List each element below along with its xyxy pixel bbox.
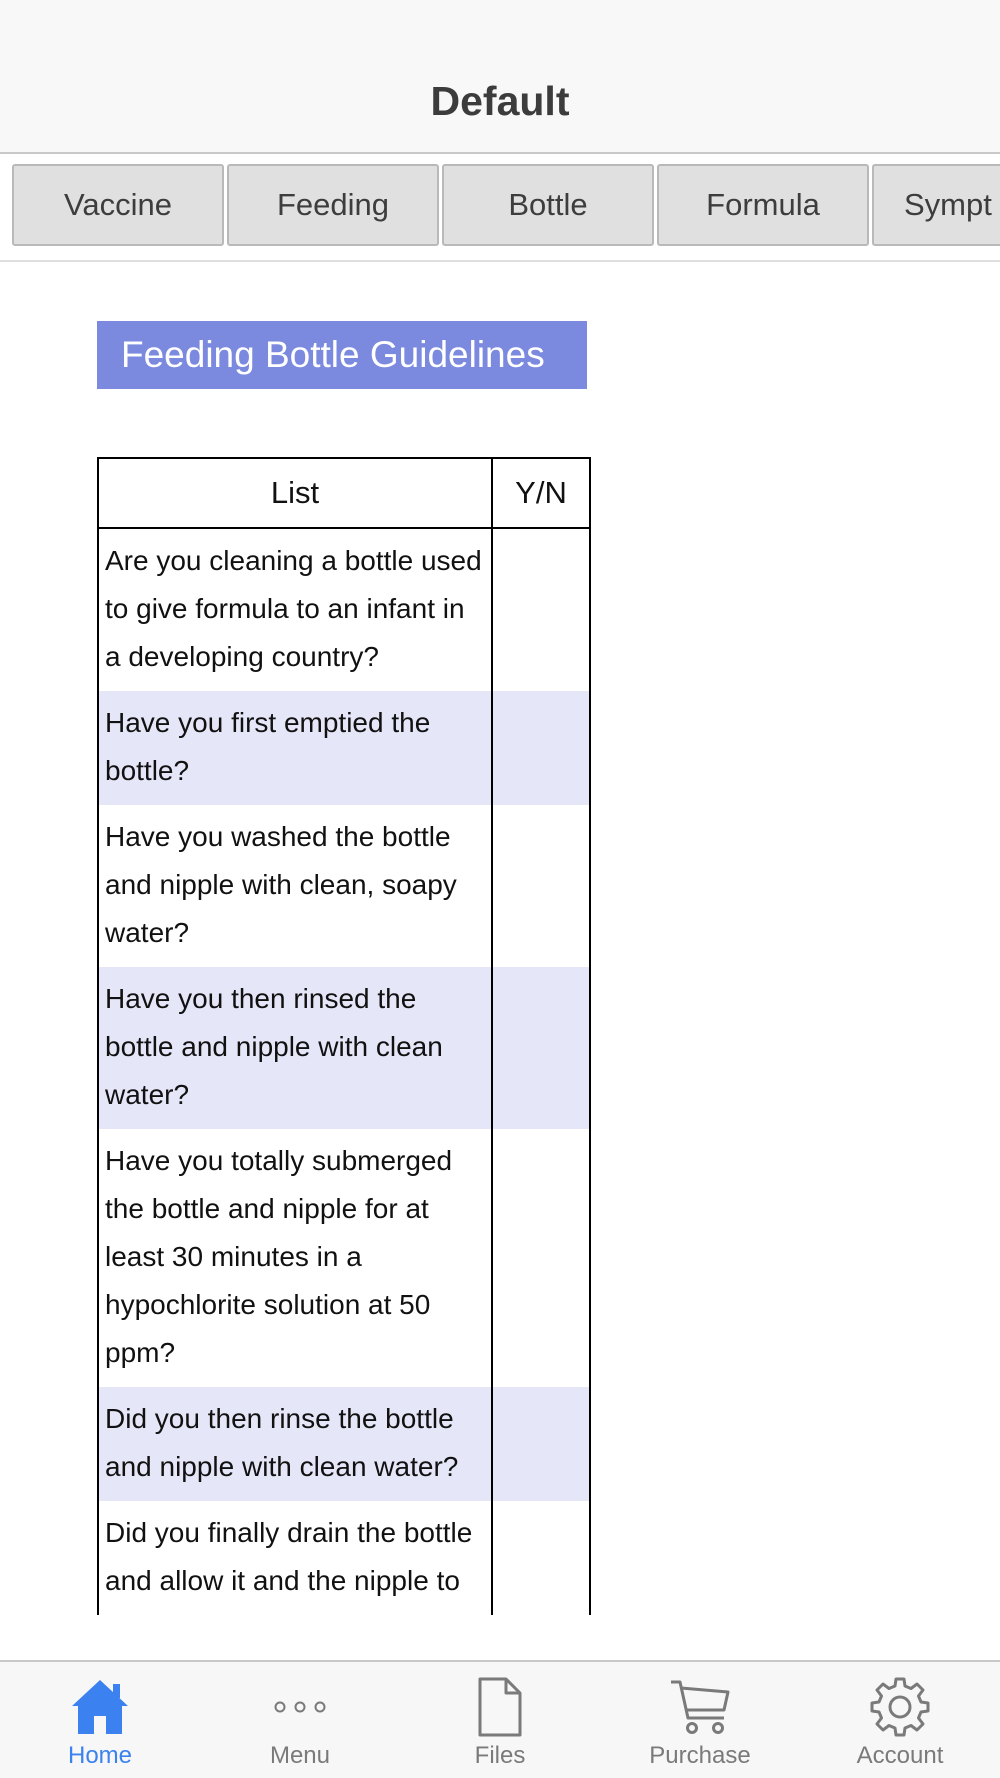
- table-header-row: [98, 458, 590, 528]
- tab-symptoms[interactable]: Sympt: [872, 164, 1000, 246]
- table-row: [98, 1501, 590, 1615]
- file-icon: [400, 1674, 600, 1740]
- nav-account-label: Account: [856, 1742, 944, 1769]
- nav-home-label: Home: [67, 1742, 133, 1769]
- nav-home[interactable]: [0, 1662, 200, 1778]
- page-title: Default: [430, 78, 570, 124]
- tab-bottle[interactable]: Bottle: [442, 164, 654, 246]
- question-cell: Have you washed the bottle and nipple with clean, soapy water?: [98, 805, 492, 967]
- answer-cell[interactable]: [492, 691, 590, 805]
- table-row: [98, 1129, 590, 1387]
- tab-feeding[interactable]: Feeding: [227, 164, 439, 246]
- table-row: [98, 528, 590, 691]
- checklist-table: [97, 457, 589, 1615]
- cart-icon: [600, 1674, 800, 1740]
- column-header-list: List: [98, 458, 492, 528]
- gear-icon: [800, 1674, 1000, 1740]
- nav-purchase[interactable]: [600, 1662, 800, 1778]
- tab-vaccine[interactable]: Vaccine: [12, 164, 224, 246]
- answer-cell[interactable]: [492, 967, 590, 1129]
- tab-formula[interactable]: Formula: [657, 164, 869, 246]
- answer-cell[interactable]: [492, 1387, 590, 1501]
- answer-cell[interactable]: [492, 805, 590, 967]
- more-dots-icon: [200, 1674, 400, 1740]
- nav-header: [0, 0, 1000, 154]
- table-row: [98, 691, 590, 805]
- table-row: [98, 805, 590, 967]
- question-cell: Are you cleaning a bottle used to give formula to an infant in a developing country?: [98, 528, 492, 691]
- answer-cell[interactable]: [492, 1129, 590, 1387]
- table-row: [98, 967, 590, 1129]
- nav-menu-label: Menu: [269, 1742, 331, 1769]
- category-tab-bar: [0, 154, 1000, 262]
- question-cell: Did you finally drain the bottle and allow it and the nipple to: [98, 1501, 492, 1615]
- nav-files-label: Files: [474, 1742, 526, 1769]
- answer-cell[interactable]: [492, 528, 590, 691]
- question-cell: Did you then rinse the bottle and nipple with clean water?: [98, 1387, 492, 1501]
- section-title: Feeding Bottle Guidelines: [97, 321, 587, 389]
- nav-menu[interactable]: [200, 1662, 400, 1778]
- question-cell: Have you then rinsed the bottle and nipple with clean water?: [98, 967, 492, 1129]
- nav-account[interactable]: [800, 1662, 1000, 1778]
- answer-cell[interactable]: [492, 1501, 590, 1615]
- bottom-tab-bar: [0, 1660, 1000, 1778]
- question-cell: Have you totally submerged the bottle and nipple for at least 30 minutes in a hypochlorite solution at 50 ppm?: [98, 1129, 492, 1387]
- nav-purchase-label: Purchase: [649, 1742, 751, 1769]
- tab-strip[interactable]: [12, 164, 1000, 246]
- nav-files[interactable]: [400, 1662, 600, 1778]
- column-header-yn: Y/N: [492, 458, 590, 528]
- question-cell: Have you first emptied the bottle?: [98, 691, 492, 805]
- home-icon: [0, 1674, 200, 1740]
- table-row: [98, 1387, 590, 1501]
